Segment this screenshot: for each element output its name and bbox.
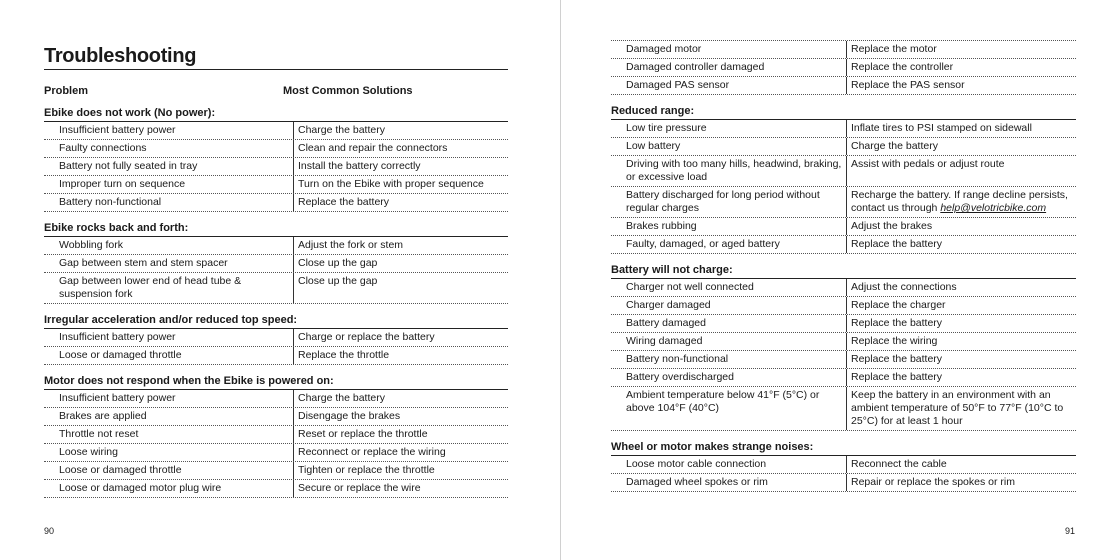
solution-cell: Replace the PAS sensor xyxy=(851,79,965,91)
solution-cell: Reconnect the cable xyxy=(851,458,947,470)
table-row xyxy=(611,138,1076,156)
troubleshooting-section xyxy=(44,375,508,498)
table-row xyxy=(44,329,508,347)
problem-cell: Damaged controller damaged xyxy=(611,59,847,76)
solution-cell: Repair or replace the spokes or rim xyxy=(851,476,1015,488)
page-title: Troubleshooting xyxy=(44,45,197,67)
table-row xyxy=(611,333,1076,351)
support-email-link[interactable]: help@velotricbike.com xyxy=(940,202,1047,214)
table-row xyxy=(611,456,1076,474)
left-page-content xyxy=(44,44,508,508)
solution-cell: Charge the battery xyxy=(298,392,385,404)
problem-cell: Damaged wheel spokes or rim xyxy=(611,474,847,491)
solution-cell xyxy=(847,187,1076,217)
section-heading: Ebike does not work (No power): xyxy=(44,107,508,122)
problem-cell: Wobbling fork xyxy=(44,237,294,254)
table-row xyxy=(44,444,508,462)
problem-cell: Loose or damaged throttle xyxy=(44,347,294,364)
section-heading: Motor does not respond when the Ebike is powered on: xyxy=(44,375,508,390)
solution-text: Recharge the battery. If range decline persists, contact us through xyxy=(851,189,1068,214)
table-row xyxy=(44,273,508,304)
problem-cell: Battery damaged xyxy=(611,315,847,332)
problem-cell: Brakes are applied xyxy=(44,408,294,425)
problem-cell: Gap between stem and stem spacer xyxy=(44,255,294,272)
solution-cell: Reconnect or replace the wiring xyxy=(298,446,446,458)
table-row xyxy=(44,122,508,140)
table-row xyxy=(44,158,508,176)
table-row xyxy=(611,77,1076,95)
problem-column-header: Problem xyxy=(44,85,89,97)
page-number: 90 xyxy=(44,526,55,536)
problem-cell: Insufficient battery power xyxy=(44,122,294,139)
solution-cell: Replace the battery xyxy=(851,353,943,365)
solution-cell: Tighten or replace the throttle xyxy=(298,464,435,476)
problem-cell: Loose or damaged throttle xyxy=(44,462,294,479)
solution-cell: Close up the gap xyxy=(298,257,378,269)
problem-cell: Gap between lower end of head tube & suspension fork xyxy=(44,273,294,303)
table-row xyxy=(611,41,1076,59)
solution-cell: Charge or replace the battery xyxy=(298,331,435,343)
problem-cell: Brakes rubbing xyxy=(611,218,847,235)
table-row xyxy=(611,315,1076,333)
solution-cell: Replace the battery xyxy=(851,371,943,383)
problem-cell: Loose wiring xyxy=(44,444,294,461)
solution-cell: Charge the battery xyxy=(851,140,938,152)
troubleshooting-section xyxy=(44,222,508,304)
troubleshooting-section xyxy=(611,441,1076,492)
solution-cell: Replace the wiring xyxy=(851,335,938,347)
problem-cell: Charger damaged xyxy=(611,297,847,314)
problem-cell: Battery not fully seated in tray xyxy=(44,158,294,175)
problem-cell: Loose or damaged motor plug wire xyxy=(44,480,294,497)
right-page-content xyxy=(611,40,1076,502)
solution-cell: Charge the battery xyxy=(298,124,385,136)
problem-cell: Throttle not reset xyxy=(44,426,294,443)
solution-cell: Adjust the fork or stem xyxy=(298,239,404,251)
problem-cell: Loose motor cable connection xyxy=(611,456,847,473)
problem-cell: Faulty, damaged, or aged battery xyxy=(611,236,847,253)
problem-cell: Damaged motor xyxy=(611,41,847,58)
solution-cell: Replace the throttle xyxy=(298,349,390,361)
problem-cell: Low battery xyxy=(611,138,847,155)
troubleshooting-section xyxy=(44,107,508,212)
solution-cell: Assist with pedals or adjust route xyxy=(851,158,1005,170)
table-row xyxy=(611,59,1076,77)
right-page xyxy=(561,0,1120,560)
title-rule xyxy=(44,69,508,70)
page-number: 91 xyxy=(1064,526,1075,536)
table-row xyxy=(44,347,508,365)
table-row xyxy=(44,140,508,158)
table-row xyxy=(611,236,1076,254)
solution-cell: Replace the battery xyxy=(851,238,943,250)
solution-cell: Clean and repair the connectors xyxy=(298,142,448,154)
solution-cell: Close up the gap xyxy=(298,275,378,287)
section-heading: Wheel or motor makes strange noises: xyxy=(611,441,1076,456)
section-heading: Reduced range: xyxy=(611,105,1076,120)
solution-cell: Adjust the connections xyxy=(851,281,957,293)
table-row xyxy=(611,156,1076,187)
table-row xyxy=(611,120,1076,138)
problem-cell: Driving with too many hills, headwind, braking, or excessive load xyxy=(611,156,847,186)
table-row xyxy=(44,480,508,498)
table-row xyxy=(611,369,1076,387)
solution-cell: Replace the motor xyxy=(851,43,937,55)
solution-cell: Disengage the brakes xyxy=(298,410,401,422)
troubleshooting-section xyxy=(611,264,1076,431)
table-row xyxy=(44,426,508,444)
solution-cell: Keep the battery in an environment with an ambient temperature of 50°F to 77°F (10°C to 25°C) for at least 1 hour xyxy=(851,389,1064,427)
troubleshooting-section xyxy=(44,314,508,365)
problem-cell: Improper turn on sequence xyxy=(44,176,294,193)
solutions-column-header: Most Common Solutions xyxy=(283,85,413,97)
table-row xyxy=(611,187,1076,218)
table-row xyxy=(611,218,1076,236)
problem-cell: Wiring damaged xyxy=(611,333,847,350)
table-row xyxy=(44,237,508,255)
table-row xyxy=(44,408,508,426)
section-heading: Battery will not charge: xyxy=(611,264,1076,279)
troubleshooting-section xyxy=(611,105,1076,254)
table-row xyxy=(611,351,1076,369)
solution-cell: Reset or replace the throttle xyxy=(298,428,428,440)
solution-cell: Replace the battery xyxy=(298,196,390,208)
table-row xyxy=(44,176,508,194)
problem-cell: Battery non-functional xyxy=(44,194,294,211)
problem-cell: Battery overdischarged xyxy=(611,369,847,386)
problem-cell: Insufficient battery power xyxy=(44,390,294,407)
continued-table xyxy=(611,40,1076,95)
solution-cell: Adjust the brakes xyxy=(851,220,933,232)
section-heading: Irregular acceleration and/or reduced top speed: xyxy=(44,314,508,329)
table-row xyxy=(611,279,1076,297)
solution-cell: Install the battery correctly xyxy=(298,160,421,172)
problem-cell: Battery non-functional xyxy=(611,351,847,368)
problem-cell: Faulty connections xyxy=(44,140,294,157)
column-headers xyxy=(44,84,508,98)
solution-cell: Replace the battery xyxy=(851,317,943,329)
problem-cell: Low tire pressure xyxy=(611,120,847,137)
solution-cell: Turn on the Ebike with proper sequence xyxy=(298,178,484,190)
solution-cell: Replace the controller xyxy=(851,61,954,73)
table-row xyxy=(44,194,508,212)
table-row xyxy=(44,390,508,408)
table-row xyxy=(44,255,508,273)
table-row xyxy=(611,387,1076,431)
problem-cell: Battery discharged for long period without regular charges xyxy=(611,187,847,217)
right-sections xyxy=(611,105,1076,492)
problem-cell: Charger not well connected xyxy=(611,279,847,296)
left-sections xyxy=(44,107,508,498)
table-row xyxy=(611,297,1076,315)
problem-cell: Damaged PAS sensor xyxy=(611,77,847,94)
problem-cell: Insufficient battery power xyxy=(44,329,294,346)
table-row xyxy=(44,462,508,480)
problem-cell: Ambient temperature below 41°F (5°C) or above 104°F (40°C) xyxy=(611,387,847,430)
section-heading: Ebike rocks back and forth: xyxy=(44,222,508,237)
solution-cell: Secure or replace the wire xyxy=(298,482,421,494)
table-row xyxy=(611,474,1076,492)
solution-cell: Inflate tires to PSI stamped on sidewall xyxy=(851,122,1032,134)
solution-cell: Replace the charger xyxy=(851,299,946,311)
